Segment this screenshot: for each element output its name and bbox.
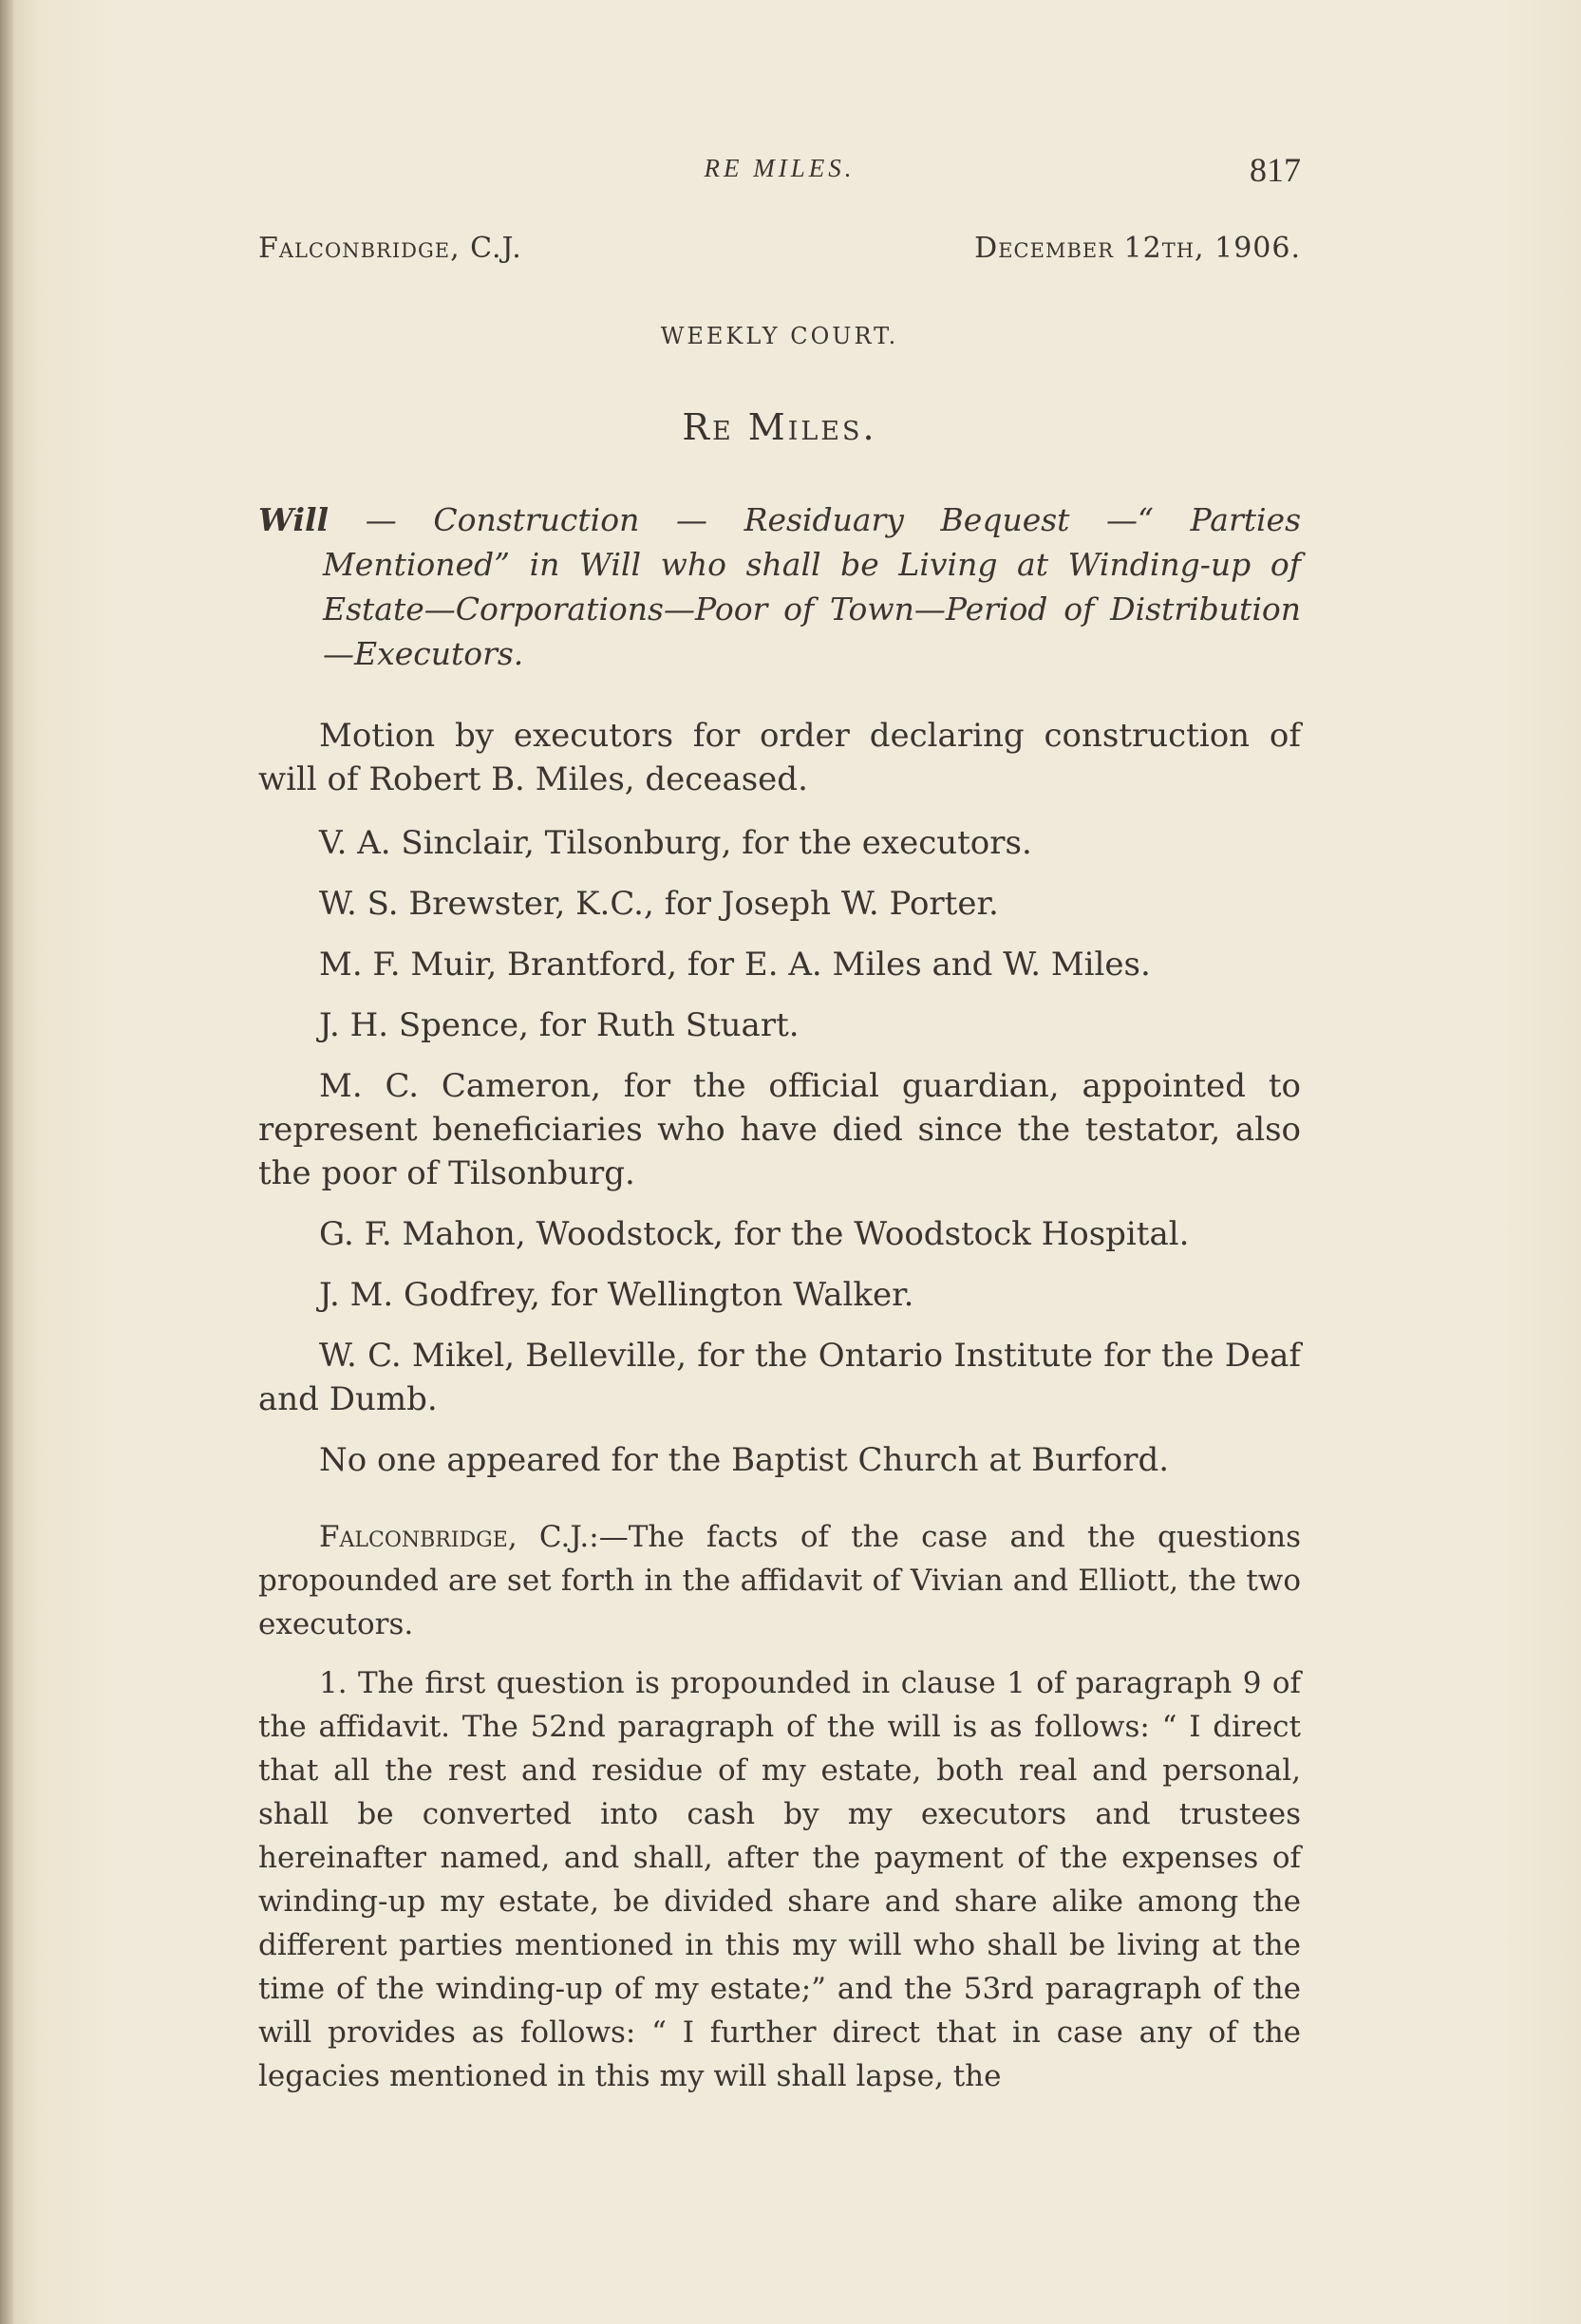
opinion-paragraph: [258, 1515, 1301, 1646]
headnote-text: — Construction — Residuary Bequest —“ Parties Mentioned” in Will who shall be Living at Winding-up of Estate—Corporations—Poor of Town—Period of Distribution—Executors.: [323, 501, 1301, 672]
opinion-text: :—The facts of the case and the questions propounded are set forth in the affidavit of Vivian and Elliott, the two executors.: [258, 1520, 1301, 1641]
case-title: Re Miles.: [682, 406, 877, 448]
opinion-section: [258, 1515, 1301, 2113]
opinion-judge-label: Falconbridge, C.J.: [319, 1520, 590, 1554]
counsel-line: J. M. Godfrey, for Wellington Walker.: [319, 1276, 914, 1314]
counsel-line: J. H. Spence, for Ruth Stuart.: [319, 1006, 800, 1044]
page-header: [258, 150, 1301, 197]
decision-date: December 12th, 1906.: [974, 232, 1301, 265]
headnote: [258, 497, 1301, 676]
court-name: WEEKLY COURT.: [660, 323, 899, 349]
counsel-line: M. F. Muir, Brantford, for E. A. Miles and W. Miles.: [319, 946, 1151, 984]
headnote-lead: Will: [258, 501, 329, 538]
counsel-line: W. S. Brewster, K.C., for Joseph W. Porter.: [319, 885, 999, 923]
opinion-paragraph: 1. The first question is propounded in clause 1 of paragraph 9 of the affidavit. The 52nd paragraph of the will is as follows: “ I direct that all the rest and residue of my estate, both real and personal, shall be converted into cash by my executors and trustees hereinafter named, and shall, after the payment of the expenses of winding-up my estate, be divided share and share alike among the different parties mentioned in this my will who shall be living at the time of the winding-up of my estate;” and the 53rd paragraph of the will provides as follows: “ I further direct that in case any of the legacies mentioned in this my will shall lapse, the: [258, 1666, 1301, 2093]
counsel-line: V. A. Sinclair, Tilsonburg, for the executors.: [319, 824, 1032, 862]
page-binding-edge: [0, 0, 13, 2324]
counsel-line: W. C. Mikel, Belleville, for the Ontario Institute for the Deaf and Dumb.: [258, 1337, 1301, 1418]
running-head: RE MILES.: [704, 154, 856, 182]
counsel-line: M. C. Cameron, for the official guardian, appointed to represent beneficiaries who have died since the testator, also the poor of Tilsonburg.: [258, 1067, 1301, 1192]
page-number: 817: [1250, 151, 1301, 189]
motion-paragraph: Motion by executors for order declaring construction of will of Robert B. Miles, deceased.: [258, 717, 1301, 798]
counsel-line: No one appeared for the Baptist Church at Burford.: [319, 1441, 1170, 1479]
counsel-line: G. F. Mahon, Woodstock, for the Woodstock Hospital.: [319, 1215, 1190, 1253]
judge-name: Falconbridge, C.J.: [258, 232, 522, 265]
judge-date-line: [258, 232, 1301, 273]
counsel-section: [258, 714, 1301, 1499]
